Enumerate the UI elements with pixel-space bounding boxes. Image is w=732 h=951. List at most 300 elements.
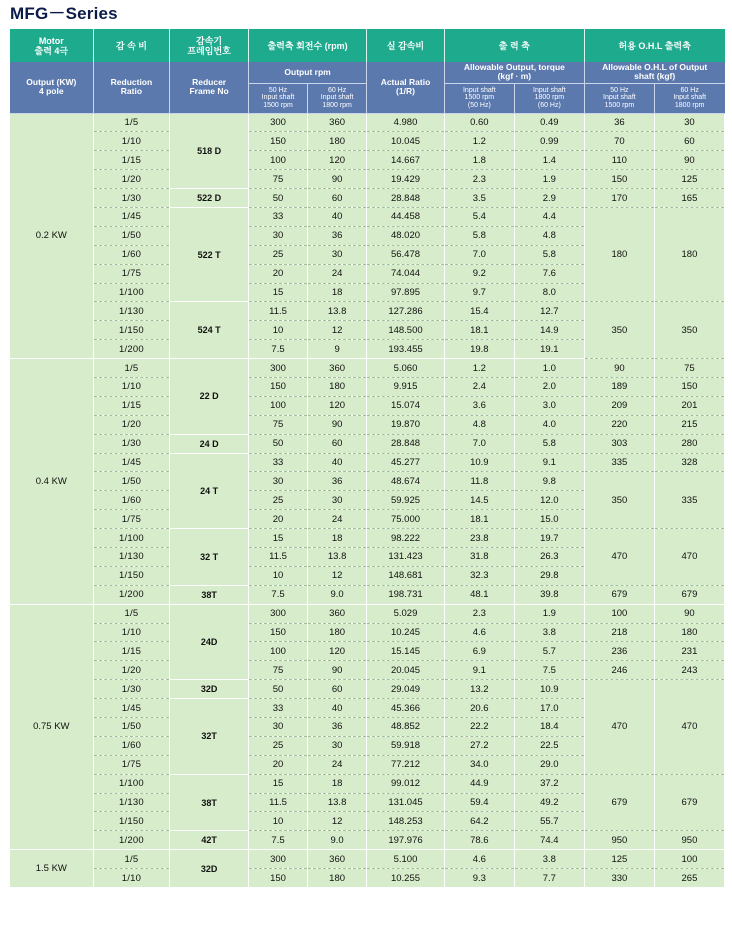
table-row — [10, 869, 725, 888]
reduction-ratio-cell: 1/75 — [93, 510, 170, 529]
torque-50hz-cell: 5.8 — [444, 226, 514, 245]
motor-output-cell: 1.5 KW — [10, 850, 93, 888]
torque-60hz-cell: 29.8 — [514, 566, 584, 585]
rpm-60hz-cell: 18 — [308, 529, 367, 548]
table-row — [10, 661, 725, 680]
reduction-ratio-cell: 1/100 — [93, 529, 170, 548]
table-row — [10, 132, 725, 151]
torque-60hz-cell: 4.8 — [514, 226, 584, 245]
ohl-60hz-cell: 30 — [654, 113, 724, 132]
torque-50hz-cell: 64.2 — [444, 812, 514, 831]
torque-60hz-cell: 5.8 — [514, 245, 584, 264]
ohl-50hz-cell: 246 — [584, 661, 654, 680]
torque-60hz-cell: 5.7 — [514, 642, 584, 661]
rpm-60hz-cell: 9 — [308, 340, 367, 359]
torque-50hz-cell: 5.4 — [444, 207, 514, 226]
actual-ratio-cell: 48.020 — [367, 226, 445, 245]
ohl-50hz-cell: 220 — [584, 415, 654, 434]
reduction-ratio-cell: 1/200 — [93, 340, 170, 359]
ohl-60hz-cell: 180 — [654, 207, 724, 301]
reduction-ratio-cell: 1/200 — [93, 585, 170, 604]
torque-50hz-cell: 4.6 — [444, 623, 514, 642]
torque-50hz-cell: 2.3 — [444, 604, 514, 623]
rpm-50hz-cell: 33 — [248, 699, 307, 718]
actual-ratio-cell: 197.976 — [367, 831, 445, 850]
reduction-ratio-cell: 1/20 — [93, 661, 170, 680]
rpm-50hz-cell: 11.5 — [248, 547, 307, 566]
col-reduction-ko: 감 속 비 — [93, 29, 170, 62]
table-row — [10, 377, 725, 396]
rpm-60hz-cell: 36 — [308, 226, 367, 245]
table-row — [10, 831, 725, 850]
ohl-60hz-cell: 165 — [654, 189, 724, 208]
rpm-50hz-cell: 100 — [248, 642, 307, 661]
rpm-60hz-cell: 180 — [308, 869, 367, 888]
rpm-60hz-cell: 60 — [308, 189, 367, 208]
reduction-ratio-cell: 1/50 — [93, 226, 170, 245]
frame-no-cell: 32D — [170, 680, 249, 699]
rpm-50hz-cell: 25 — [248, 736, 307, 755]
rpm-60hz-cell: 60 — [308, 434, 367, 453]
ohl-60hz-cell: 201 — [654, 396, 724, 415]
frame-no-cell: 24D — [170, 604, 249, 680]
rpm-60hz-cell: 360 — [308, 113, 367, 132]
rpm-50hz-cell: 33 — [248, 453, 307, 472]
frame-no-cell: 524 T — [170, 302, 249, 359]
torque-50hz-cell: 7.0 — [444, 245, 514, 264]
actual-ratio-cell: 10.045 — [367, 132, 445, 151]
reduction-ratio-cell: 1/5 — [93, 604, 170, 623]
ohl-50hz-cell: 110 — [584, 151, 654, 170]
rpm-50hz-cell: 11.5 — [248, 793, 307, 812]
motor-output-cell: 0.75 KW — [10, 604, 93, 850]
ohl-50hz-cell: 36 — [584, 113, 654, 132]
actual-ratio-cell: 14.667 — [367, 151, 445, 170]
ohl-60hz-cell: 75 — [654, 359, 724, 378]
table-row — [10, 396, 725, 415]
rpm-60hz-cell: 24 — [308, 755, 367, 774]
torque-50hz-cell: 10.9 — [444, 453, 514, 472]
col-output-rpm: Output rpm — [248, 62, 366, 83]
reduction-ratio-cell: 1/15 — [93, 396, 170, 415]
torque-60hz-cell: 14.9 — [514, 321, 584, 340]
frame-no-cell: 522 T — [170, 207, 249, 301]
ohl-60hz-cell: 950 — [654, 831, 724, 850]
frame-no-cell: 32D — [170, 850, 249, 888]
torque-50hz-cell: 3.5 — [444, 189, 514, 208]
torque-60hz-cell: 12.7 — [514, 302, 584, 321]
rpm-50hz-cell: 25 — [248, 245, 307, 264]
rpm-60hz-cell: 36 — [308, 472, 367, 491]
torque-50hz-cell: 4.6 — [444, 850, 514, 869]
ohl-50hz-cell: 350 — [584, 302, 654, 359]
col-motor-ko: Motor 출력 4극 — [10, 29, 93, 62]
rpm-60hz-cell: 360 — [308, 850, 367, 869]
rpm-50hz-cell: 33 — [248, 207, 307, 226]
torque-60hz-cell: 0.49 — [514, 113, 584, 132]
rpm-60hz-cell: 60 — [308, 680, 367, 699]
rpm-50hz-cell: 20 — [248, 264, 307, 283]
col-reduction-ratio: Reduction Ratio — [93, 62, 170, 113]
actual-ratio-cell: 74.044 — [367, 264, 445, 283]
rpm-50hz-cell: 30 — [248, 472, 307, 491]
rpm-50hz-cell: 300 — [248, 850, 307, 869]
frame-no-cell: 518 D — [170, 113, 249, 189]
table-row — [10, 302, 725, 321]
rpm-60hz-cell: 40 — [308, 207, 367, 226]
reduction-ratio-cell: 1/60 — [93, 491, 170, 510]
actual-ratio-cell: 59.925 — [367, 491, 445, 510]
ohl-50hz-cell: 150 — [584, 170, 654, 189]
actual-ratio-cell: 9.915 — [367, 377, 445, 396]
ohl-50hz-cell: 70 — [584, 132, 654, 151]
torque-60hz-cell: 0.99 — [514, 132, 584, 151]
torque-60hz-cell: 18.4 — [514, 718, 584, 737]
ohl-50hz-cell: 350 — [584, 472, 654, 529]
ohl-50hz-cell: 100 — [584, 604, 654, 623]
ohl-50hz-cell: 470 — [584, 680, 654, 774]
ohl-60hz-cell: 350 — [654, 302, 724, 359]
actual-ratio-cell: 131.045 — [367, 793, 445, 812]
reduction-ratio-cell: 1/60 — [93, 245, 170, 264]
reduction-ratio-cell: 1/50 — [93, 718, 170, 737]
rpm-50hz-cell: 100 — [248, 151, 307, 170]
col-actual-ko: 실 감속비 — [367, 29, 445, 62]
ohl-60hz-cell: 335 — [654, 472, 724, 529]
table-row — [10, 623, 725, 642]
torque-60hz-cell: 3.8 — [514, 623, 584, 642]
col-frame-ko: 감속기 프레임번호 — [170, 29, 249, 62]
rpm-60hz-cell: 180 — [308, 377, 367, 396]
rpm-50hz-cell: 10 — [248, 566, 307, 585]
torque-50hz-cell: 48.1 — [444, 585, 514, 604]
reduction-ratio-cell: 1/130 — [93, 793, 170, 812]
torque-60hz-cell: 19.7 — [514, 529, 584, 548]
torque-50hz-cell: 3.6 — [444, 396, 514, 415]
torque-50hz-cell: 9.3 — [444, 869, 514, 888]
torque-50hz-cell: 0.60 — [444, 113, 514, 132]
reduction-ratio-cell: 1/10 — [93, 869, 170, 888]
col-output-kw: Output (KW) 4 pole — [10, 62, 93, 113]
torque-50hz-cell: 9.1 — [444, 661, 514, 680]
torque-50hz-cell: 19.8 — [444, 340, 514, 359]
torque-60hz-cell: 29.0 — [514, 755, 584, 774]
actual-ratio-cell: 45.277 — [367, 453, 445, 472]
ohl-50hz-cell: 679 — [584, 774, 654, 831]
ohl-60hz-cell: 280 — [654, 434, 724, 453]
ohl-50hz-cell: 470 — [584, 529, 654, 586]
reduction-ratio-cell: 1/75 — [93, 264, 170, 283]
rpm-60hz-cell: 90 — [308, 661, 367, 680]
torque-60hz-cell: 22.5 — [514, 736, 584, 755]
torque-60hz-cell: 2.0 — [514, 377, 584, 396]
table-row — [10, 604, 725, 623]
table-row — [10, 585, 725, 604]
actual-ratio-cell: 45.366 — [367, 699, 445, 718]
rpm-60hz-cell: 18 — [308, 774, 367, 793]
rpm-60hz-cell: 40 — [308, 699, 367, 718]
rpm-50hz-cell: 7.5 — [248, 831, 307, 850]
ohl-50hz-cell: 950 — [584, 831, 654, 850]
torque-50hz-cell: 15.4 — [444, 302, 514, 321]
torque-60hz-cell: 74.4 — [514, 831, 584, 850]
ohl-50hz-cell: 90 — [584, 359, 654, 378]
reduction-ratio-cell: 1/150 — [93, 566, 170, 585]
torque-60hz-cell: 3.0 — [514, 396, 584, 415]
torque-60hz-cell: 1.9 — [514, 170, 584, 189]
actual-ratio-cell: 148.253 — [367, 812, 445, 831]
reduction-ratio-cell: 1/20 — [93, 415, 170, 434]
torque-50hz-cell: 9.2 — [444, 264, 514, 283]
rpm-60hz-cell: 24 — [308, 264, 367, 283]
rpm-60hz-cell: 18 — [308, 283, 367, 302]
col-allowable-output: Allowable Output, torque (kgf · m) — [444, 62, 584, 83]
torque-50hz-cell: 6.9 — [444, 642, 514, 661]
torque-60hz-cell: 10.9 — [514, 680, 584, 699]
reduction-ratio-cell: 1/15 — [93, 642, 170, 661]
torque-50hz-cell: 2.4 — [444, 377, 514, 396]
ohl-60hz-cell: 125 — [654, 170, 724, 189]
torque-50hz-cell: 14.5 — [444, 491, 514, 510]
reduction-ratio-cell: 1/10 — [93, 132, 170, 151]
reduction-ratio-cell: 1/75 — [93, 755, 170, 774]
ohl-60hz-cell: 60 — [654, 132, 724, 151]
reduction-ratio-cell: 1/10 — [93, 377, 170, 396]
rpm-50hz-cell: 10 — [248, 812, 307, 831]
table-row — [10, 472, 725, 491]
ohl-60hz-cell: 100 — [654, 850, 724, 869]
rpm-60hz-cell: 360 — [308, 604, 367, 623]
actual-ratio-cell: 28.848 — [367, 189, 445, 208]
ohl-50hz-cell: 180 — [584, 207, 654, 301]
torque-60hz-cell: 4.0 — [514, 415, 584, 434]
actual-ratio-cell: 59.918 — [367, 736, 445, 755]
rpm-60hz-cell: 24 — [308, 510, 367, 529]
ohl-50hz-cell: 209 — [584, 396, 654, 415]
rpm-50hz-cell: 150 — [248, 377, 307, 396]
reduction-ratio-cell: 1/60 — [93, 736, 170, 755]
actual-ratio-cell: 193.455 — [367, 340, 445, 359]
rpm-60hz-cell: 30 — [308, 736, 367, 755]
torque-50hz-cell: 11.8 — [444, 472, 514, 491]
actual-ratio-cell: 19.429 — [367, 170, 445, 189]
frame-no-cell: 24 T — [170, 453, 249, 529]
torque-50hz-cell: 44.9 — [444, 774, 514, 793]
sub-60hz: 60 Hz Input shaft 1800 rpm — [308, 83, 367, 113]
rpm-50hz-cell: 50 — [248, 189, 307, 208]
ohl-50hz-cell: 125 — [584, 850, 654, 869]
reduction-ratio-cell: 1/5 — [93, 359, 170, 378]
rpm-50hz-cell: 7.5 — [248, 585, 307, 604]
torque-60hz-cell: 8.0 — [514, 283, 584, 302]
col-ohl-ko: 허용 O.H.L 출력축 — [584, 29, 724, 62]
torque-50hz-cell: 20.6 — [444, 699, 514, 718]
actual-ratio-cell: 15.074 — [367, 396, 445, 415]
rpm-50hz-cell: 150 — [248, 869, 307, 888]
torque-60hz-cell: 37.2 — [514, 774, 584, 793]
torque-60hz-cell: 17.0 — [514, 699, 584, 718]
ohl-60hz-cell: 470 — [654, 529, 724, 586]
motor-output-cell: 0.4 KW — [10, 359, 93, 605]
frame-no-cell: 32T — [170, 699, 249, 775]
actual-ratio-cell: 148.681 — [367, 566, 445, 585]
rpm-50hz-cell: 30 — [248, 718, 307, 737]
torque-50hz-cell: 18.1 — [444, 510, 514, 529]
torque-60hz-cell: 55.7 — [514, 812, 584, 831]
table-row — [10, 642, 725, 661]
reduction-ratio-cell: 1/30 — [93, 680, 170, 699]
reduction-ratio-cell: 1/15 — [93, 151, 170, 170]
rpm-60hz-cell: 180 — [308, 132, 367, 151]
ohl-50hz-cell: 679 — [584, 585, 654, 604]
sub-input-1800: Input shaft 1800 rpm (60 Hz) — [514, 83, 584, 113]
actual-ratio-cell: 20.045 — [367, 661, 445, 680]
rpm-50hz-cell: 10 — [248, 321, 307, 340]
sub-ohl-60: 60 Hz Input shaft 1800 rpm — [654, 83, 724, 113]
rpm-50hz-cell: 75 — [248, 415, 307, 434]
actual-ratio-cell: 4.980 — [367, 113, 445, 132]
sub-input-1500: Input shaft 1500 rpm (50 Hz) — [444, 83, 514, 113]
torque-50hz-cell: 31.8 — [444, 547, 514, 566]
table-row — [10, 170, 725, 189]
ohl-50hz-cell: 189 — [584, 377, 654, 396]
actual-ratio-cell: 19.870 — [367, 415, 445, 434]
motor-output-cell: 0.2 KW — [10, 113, 93, 359]
frame-no-cell: 42T — [170, 831, 249, 850]
col-rpm-ko: 출력축 회전수 (rpm) — [248, 29, 366, 62]
torque-50hz-cell: 27.2 — [444, 736, 514, 755]
ohl-60hz-cell: 679 — [654, 774, 724, 831]
rpm-60hz-cell: 13.8 — [308, 793, 367, 812]
rpm-50hz-cell: 20 — [248, 755, 307, 774]
ohl-50hz-cell: 236 — [584, 642, 654, 661]
reduction-ratio-cell: 1/150 — [93, 321, 170, 340]
table-row — [10, 359, 725, 378]
rpm-60hz-cell: 40 — [308, 453, 367, 472]
rpm-50hz-cell: 300 — [248, 359, 307, 378]
page-title: MFG－Series — [10, 4, 118, 23]
sub-50hz: 50 Hz Input shaft 1500 rpm — [248, 83, 307, 113]
torque-60hz-cell: 9.1 — [514, 453, 584, 472]
ohl-50hz-cell: 170 — [584, 189, 654, 208]
rpm-60hz-cell: 13.8 — [308, 547, 367, 566]
torque-60hz-cell: 39.8 — [514, 585, 584, 604]
actual-ratio-cell: 148.500 — [367, 321, 445, 340]
ohl-60hz-cell: 231 — [654, 642, 724, 661]
actual-ratio-cell: 48.674 — [367, 472, 445, 491]
col-reducer-frame: Reducer Frame No — [170, 62, 249, 113]
frame-no-cell: 22 D — [170, 359, 249, 435]
rpm-60hz-cell: 30 — [308, 245, 367, 264]
reduction-ratio-cell: 1/45 — [93, 207, 170, 226]
rpm-60hz-cell: 30 — [308, 491, 367, 510]
rpm-60hz-cell: 120 — [308, 642, 367, 661]
rpm-50hz-cell: 100 — [248, 396, 307, 415]
table-row — [10, 529, 725, 548]
rpm-60hz-cell: 360 — [308, 359, 367, 378]
rpm-60hz-cell: 12 — [308, 812, 367, 831]
rpm-60hz-cell: 9.0 — [308, 585, 367, 604]
torque-50hz-cell: 18.1 — [444, 321, 514, 340]
torque-50hz-cell: 32.3 — [444, 566, 514, 585]
ohl-60hz-cell: 243 — [654, 661, 724, 680]
ohl-60hz-cell: 180 — [654, 623, 724, 642]
rpm-50hz-cell: 75 — [248, 661, 307, 680]
rpm-50hz-cell: 50 — [248, 434, 307, 453]
rpm-60hz-cell: 90 — [308, 415, 367, 434]
rpm-60hz-cell: 12 — [308, 321, 367, 340]
rpm-50hz-cell: 15 — [248, 774, 307, 793]
col-output-ko: 출 력 축 — [444, 29, 584, 62]
actual-ratio-cell: 56.478 — [367, 245, 445, 264]
sub-ohl-50: 50 Hz Input shaft 1500 rpm — [584, 83, 654, 113]
frame-no-cell: 522 D — [170, 189, 249, 208]
frame-no-cell: 24 D — [170, 434, 249, 453]
torque-60hz-cell: 3.8 — [514, 850, 584, 869]
actual-ratio-cell: 97.895 — [367, 283, 445, 302]
reduction-ratio-cell: 1/100 — [93, 283, 170, 302]
table-row — [10, 207, 725, 226]
reduction-ratio-cell: 1/5 — [93, 850, 170, 869]
torque-60hz-cell: 1.4 — [514, 151, 584, 170]
reduction-ratio-cell: 1/30 — [93, 189, 170, 208]
torque-50hz-cell: 1.2 — [444, 132, 514, 151]
reduction-ratio-cell: 1/150 — [93, 812, 170, 831]
rpm-60hz-cell: 180 — [308, 623, 367, 642]
actual-ratio-cell: 5.029 — [367, 604, 445, 623]
rpm-50hz-cell: 50 — [248, 680, 307, 699]
actual-ratio-cell: 28.848 — [367, 434, 445, 453]
actual-ratio-cell: 77.212 — [367, 755, 445, 774]
rpm-50hz-cell: 25 — [248, 491, 307, 510]
torque-50hz-cell: 9.7 — [444, 283, 514, 302]
table-row — [10, 850, 725, 869]
torque-60hz-cell: 4.4 — [514, 207, 584, 226]
actual-ratio-cell: 5.100 — [367, 850, 445, 869]
actual-ratio-cell: 15.145 — [367, 642, 445, 661]
torque-50hz-cell: 59.4 — [444, 793, 514, 812]
frame-no-cell: 32 T — [170, 529, 249, 586]
torque-60hz-cell: 26.3 — [514, 547, 584, 566]
col-actual-ratio: Actual Ratio (1/R) — [367, 62, 445, 113]
rpm-60hz-cell: 120 — [308, 151, 367, 170]
rpm-60hz-cell: 120 — [308, 396, 367, 415]
ohl-50hz-cell: 218 — [584, 623, 654, 642]
ohl-60hz-cell: 679 — [654, 585, 724, 604]
rpm-60hz-cell: 13.8 — [308, 302, 367, 321]
torque-50hz-cell: 1.2 — [444, 359, 514, 378]
table-row — [10, 189, 725, 208]
table-row — [10, 151, 725, 170]
torque-60hz-cell: 19.1 — [514, 340, 584, 359]
torque-60hz-cell: 7.6 — [514, 264, 584, 283]
reduction-ratio-cell: 1/5 — [93, 113, 170, 132]
actual-ratio-cell: 48.852 — [367, 718, 445, 737]
table-row — [10, 680, 725, 699]
rpm-60hz-cell: 9.0 — [308, 831, 367, 850]
ohl-60hz-cell: 328 — [654, 453, 724, 472]
rpm-50hz-cell: 15 — [248, 529, 307, 548]
ohl-50hz-cell: 335 — [584, 453, 654, 472]
torque-50hz-cell: 23.8 — [444, 529, 514, 548]
actual-ratio-cell: 29.049 — [367, 680, 445, 699]
reduction-ratio-cell: 1/50 — [93, 472, 170, 491]
reduction-ratio-cell: 1/45 — [93, 453, 170, 472]
torque-60hz-cell: 7.7 — [514, 869, 584, 888]
ohl-60hz-cell: 90 — [654, 151, 724, 170]
actual-ratio-cell: 75.000 — [367, 510, 445, 529]
actual-ratio-cell: 98.222 — [367, 529, 445, 548]
